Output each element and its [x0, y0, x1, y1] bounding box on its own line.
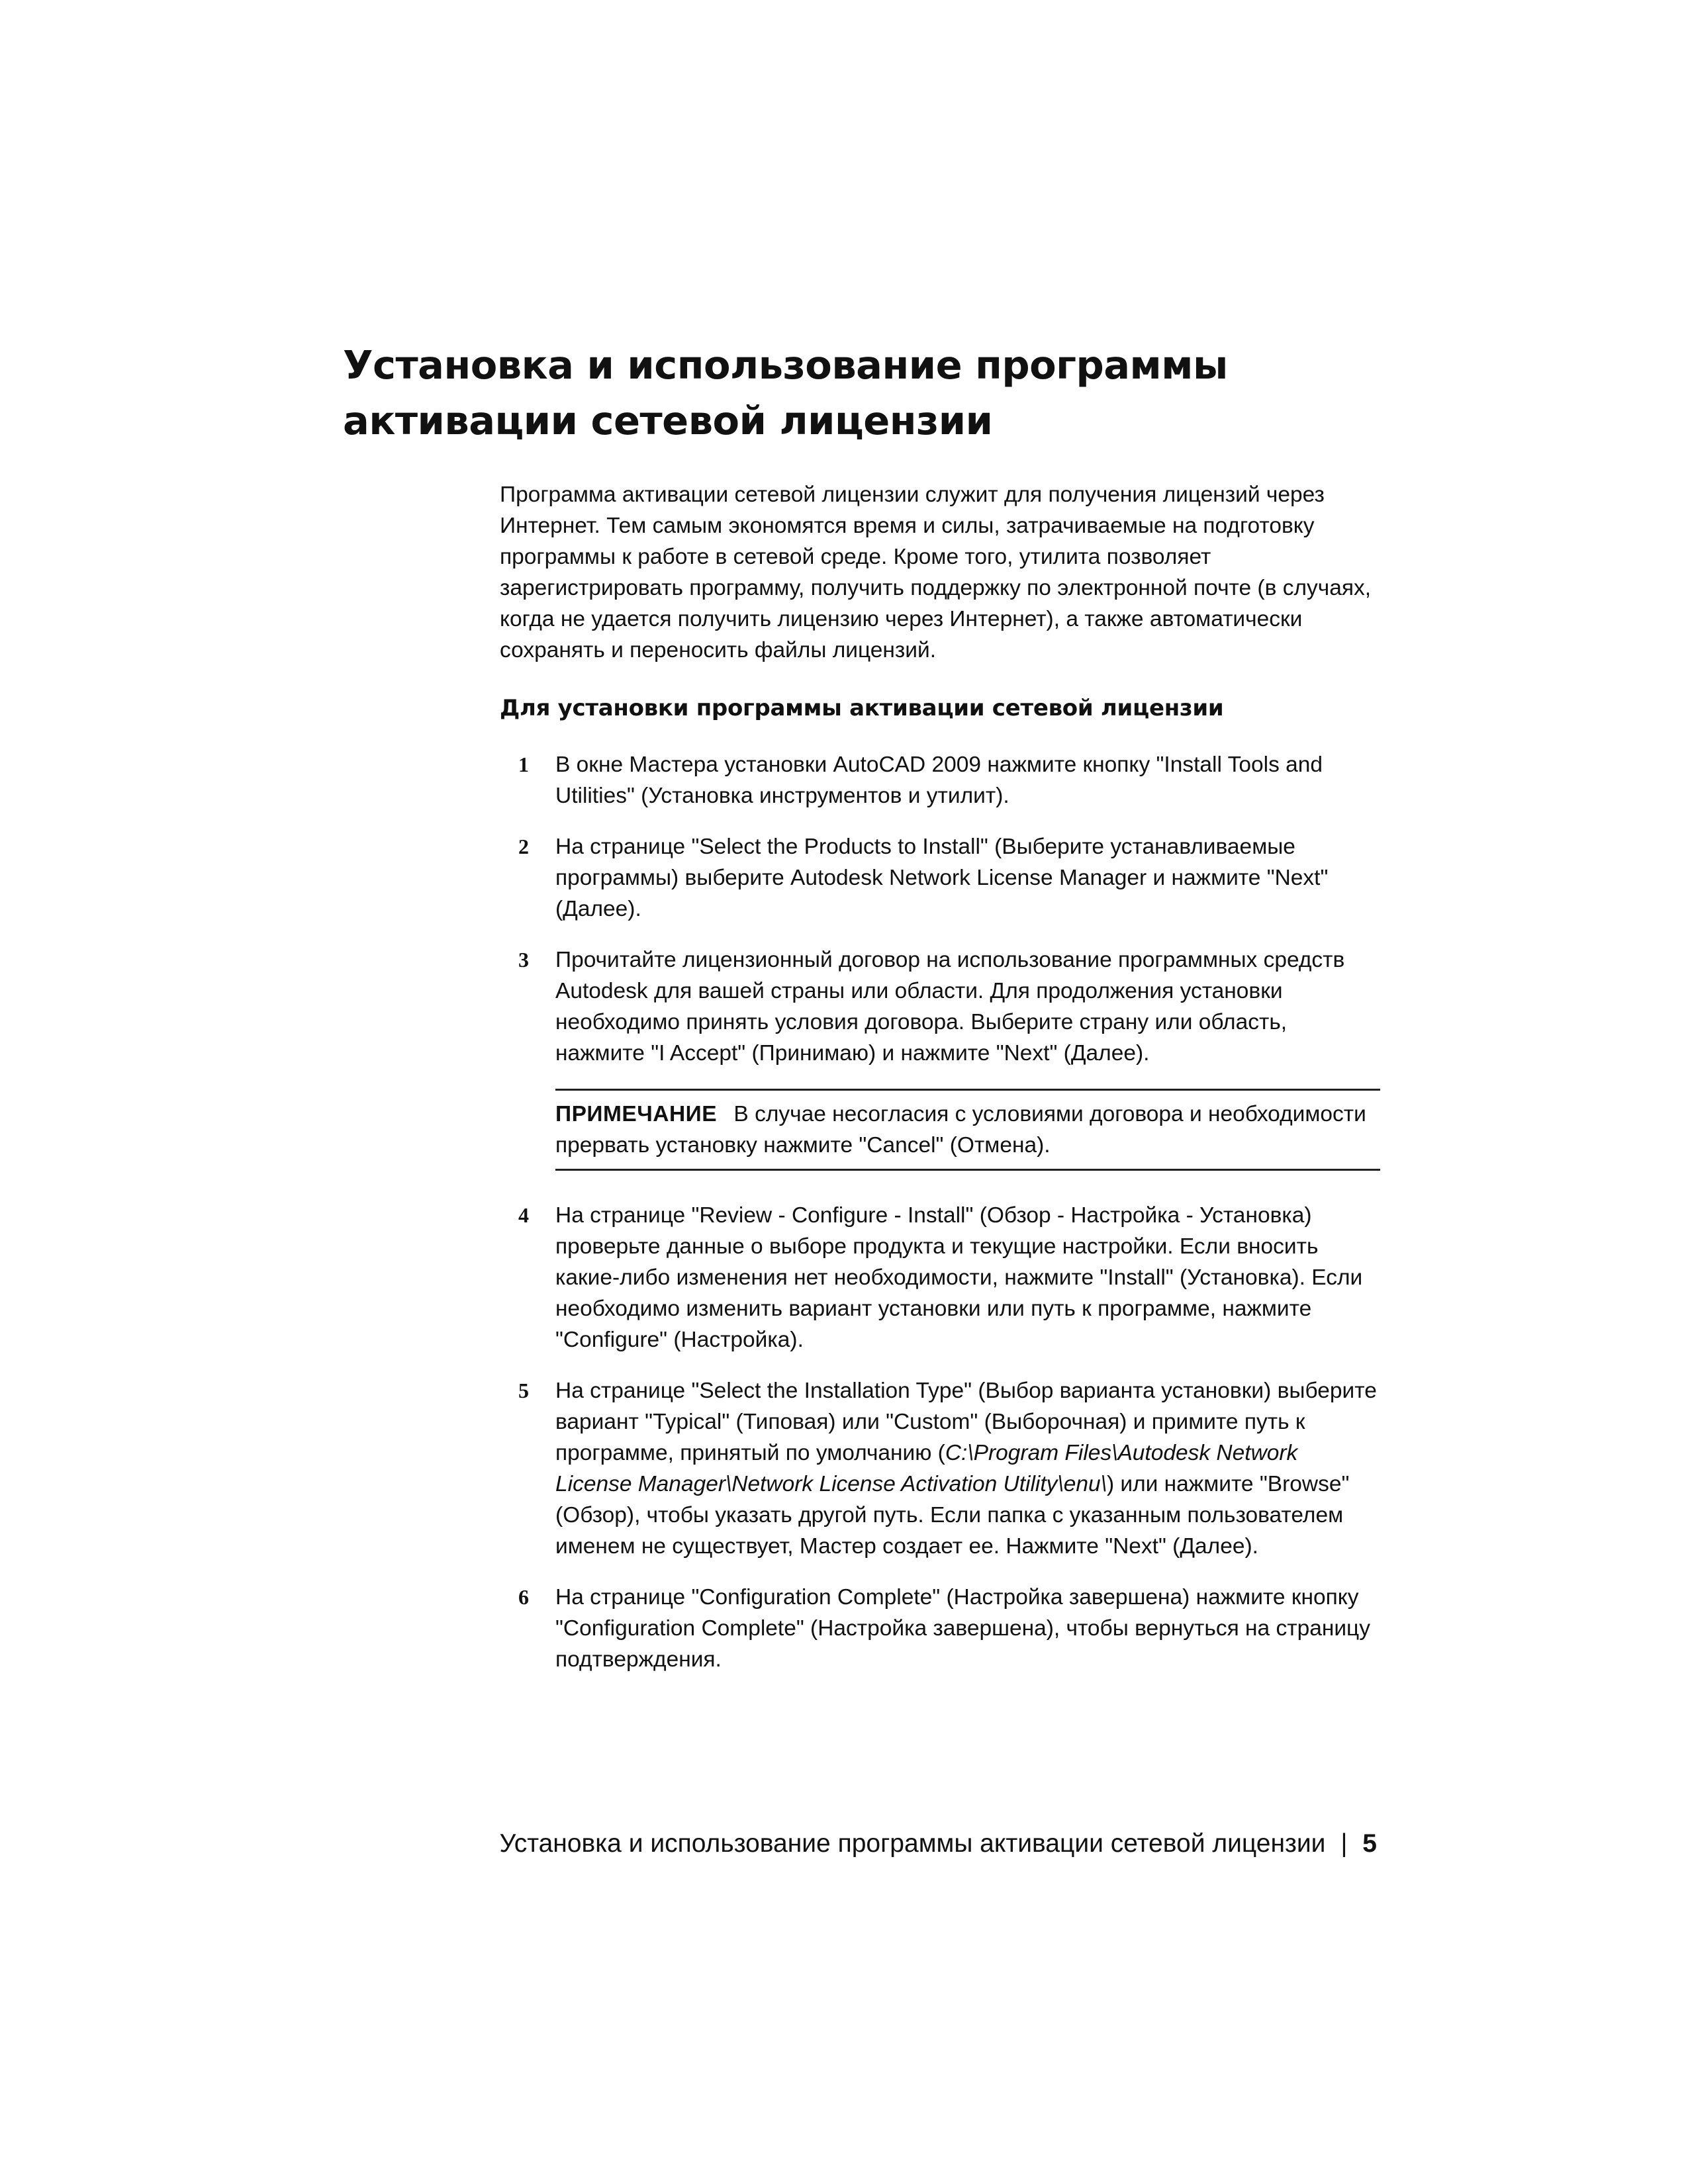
step-number: 2: [518, 835, 529, 858]
steps-list: [500, 749, 1380, 1069]
step-5: [500, 1375, 1380, 1562]
main-content: [500, 479, 1380, 1695]
page-title: Установка и использование программы активации сетевой лицензии: [343, 342, 1228, 443]
step-number: 5: [518, 1379, 529, 1402]
step-3: [500, 944, 1380, 1069]
intro-paragraph: Программа активации сетевой лицензии служит для получения лицензий через Интернет. Тем самым экономятся время и силы, затрачиваемые на подготовку программы к работе в сетевой среде. Кроме того, утилита позволяет зарегистрировать программу, получить поддержку по электронной почте (в случаях, когда не удается получить лицензию через Интернет), а также автоматически сохранять и переносить файлы лицензий.: [500, 482, 1372, 662]
default-install-path: C:\Program Files\Autodesk Network License Manager\Network License Activation Utility\enu\: [555, 1441, 1298, 1496]
step-text: На странице "Configuration Complete" (Настройка завершена) нажмите кнопку "Configuration Complete" (Настройка завершена), чтобы вернуться на страницу подтверждения.: [555, 1585, 1370, 1672]
step-1: [500, 749, 1380, 811]
footer-title: Установка и использование программы активации сетевой лицензии: [499, 1829, 1326, 1858]
page-number: 5: [1362, 1829, 1377, 1858]
note-label: ПРИМЕЧАНИЕ: [555, 1102, 718, 1126]
note-box: [555, 1089, 1380, 1171]
step-text-before: На странице "Select the Installation Type" (Выбор варианта установки) выберите вариант "Typical" (Типовая) или "Custom" (Выборочная) и примите путь к программе, принятый по умолчанию (: [555, 1379, 1377, 1465]
procedure-heading: Для установки программы активации сетевой лицензии: [500, 695, 1224, 721]
step-text: В окне Мастера установки AutoCAD 2009 нажмите кнопку "Install Tools and Utilities" (Установка инструментов и утилит).: [555, 752, 1323, 808]
step-number: 1: [518, 752, 529, 776]
step-number: 4: [518, 1203, 529, 1227]
step-text: На странице "Review - Configure - Install" (Обзор - Настройка - Установка) проверьте данные о выборе продукта и текущие настройки. Если вносить какие-либо изменения нет необходимости, нажмите "Install" (Установка). Если необходимо изменить вариант установки или путь к программе, нажмите "Configure" (Настройка).: [555, 1203, 1363, 1352]
step-4: [500, 1200, 1380, 1355]
steps-list-continued: [500, 1200, 1380, 1675]
step-2: [500, 831, 1380, 925]
step-number: 6: [518, 1585, 529, 1609]
page-footer: [500, 1825, 1377, 1862]
step-text: На странице "Select the Products to Install" (Выберите устанавливаемые программы) выберите Autodesk Network License Manager и нажмите "Next" (Далее).: [555, 835, 1329, 921]
note-text: В случае несогласия с условиями договора и необходимости прервать установку нажмите "Cancel" (Отмена).: [555, 1102, 1366, 1158]
step-6: [500, 1582, 1380, 1675]
step-text-after: ) или нажмите "Browse" (Обзор), чтобы указать другой путь. Если папка с указанным пользователем именем не существует, Мастер создает ее. Нажмите "Next" (Далее).: [555, 1472, 1350, 1559]
footer-separator: |: [1340, 1829, 1348, 1858]
step-number: 3: [518, 948, 529, 972]
step-text: Прочитайте лицензионный договор на использование программных средств Autodesk для вашей страны или области. Для продолжения установки необходимо принять условия договора. Выберите страну или область, нажмите "I Accept" (Принимаю) и нажмите "Next" (Далее).: [555, 948, 1345, 1066]
